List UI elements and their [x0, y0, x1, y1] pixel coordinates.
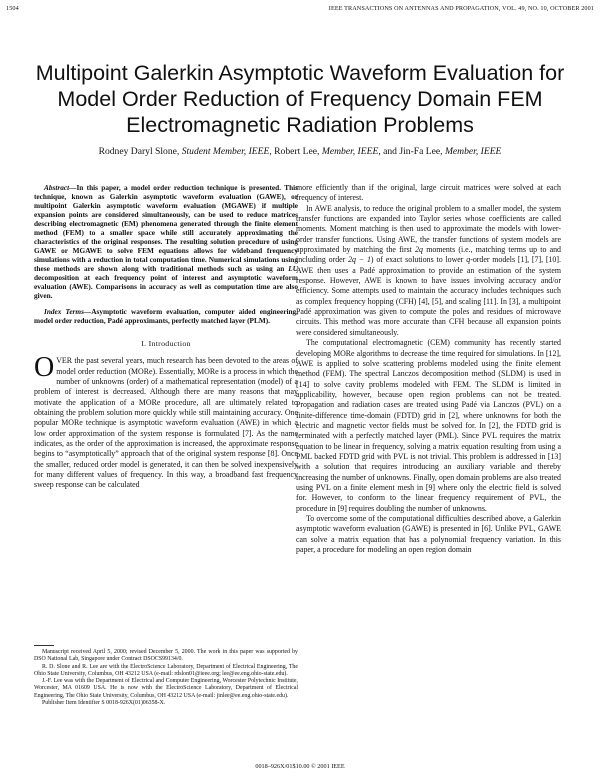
author-1-name: Rodney Daryl Slone, [98, 146, 182, 157]
awe-text-a: In AWE analysis, to reduce the original problem to a smaller model, the system transfer functions are expanded into Taylor series whose coefficients are called moments. Moment matching is then used to approximate the models with lower-order transfer functions. Using AWE, the transfer functions of system models are approximated by matching the first [296, 203, 561, 255]
awe-text-d: -order models [1], [7], [10]. AWE then uses a Padé approximation to provide an estimation of the system response. However, AWE is known to have issues involving accuracy and/or efficiency. Some attempts used to maintain the accuracy includes techniques such as complex frequency hopping (CFH) [4], [5], and scaling [11]. In [3], a multipoint Padé approximation was given to compute the poles and residues of microwave circuits. This method was more accurate than CFH because all expansion points were considered simultaneously. [296, 255, 561, 337]
author-line [20, 146, 580, 157]
author-separator-1: , Robert Lee, [269, 146, 322, 157]
abstract-text-1: In this paper, a model order reduction technique is presented. This technique, known as Galerkin asymptotic waveform evaluation (GAWE), or multipoint Galerkin asymptotic waveform evaluation (MGAWE) if multiple expansion points are considered simultaneously, can be used to reduce matrices describing electromagnetic (EM) phenomena generated through the finite element method (FEM) to a smaller space while still accurately approximating the characteristics of the original responses. The resulting solution procedure of using GAWE or MGAWE to solve FEM equations allows for wideband frequency simulations with a reduction in total computation time. Numerical simulations using these methods are shown along with traditional methods such as using an [34, 183, 298, 273]
index-terms-text: Asymptotic waveform evaluation, computer aided engineering, model order reduction, Padé approximants, perfectly matched layer (PLM). [34, 307, 299, 325]
footnote-manuscript: Manuscript received April 5, 2000; revised December 5, 2000. The work in this paper was supported by DSO National Lab, Singapore under Contract DSOCS99134/0. [34, 649, 298, 663]
index-terms [34, 307, 298, 325]
author-1-membership: Student Member, IEEE [181, 146, 270, 157]
right-column [296, 183, 561, 555]
running-header [6, 5, 594, 15]
right-paragraph-4: To overcome some of the computational difficulties described above, a Galerkin asymptotic waveform evaluation (GAWE) is presented in [6]. Unlike PVL, GAWE can solve a matrix equation that has a polynomial frequency variation. In this paper, a procedure for modeling an open region domain [296, 514, 561, 555]
intro-paragraph [34, 352, 298, 490]
journal-name: IEEE TRANSACTIONS ON ANTENNAS AND PROPAGATION, VOL. 49, NO. 10, OCTOBER 2001 [328, 5, 594, 12]
math-2q-minus-1: 2q − 1 [348, 255, 371, 265]
index-terms-label: Index Terms— [44, 307, 92, 316]
awe-text-b: moments (i.e., matching terms up to and including order [296, 245, 562, 265]
footnote-publisher-id: Publisher Item Identifier S 0018-926X(01)06358-X. [42, 700, 166, 707]
abstract-label: Abstract— [44, 183, 77, 192]
abstract-lu: LU [288, 264, 298, 273]
right-paragraph-1: more efficiently than if the original, large circuit matrices were solved at each frequency of interest. [296, 183, 561, 203]
footnote-affiliation-1: R. D. Slone and R. Lee are with the ElectroScience Laboratory, Department of Electrical Engineering, The Ohio State University, Columbus, OH 43212 USA (e-mail: rdslon01@ieee.org; lee@ee.eng.ohio-state.edu). [34, 663, 298, 677]
paper-title: Multipoint Galerkin Asymptotic Waveform Evaluation for Model Order Reduction of Frequency Domain FEM Electromagnetic Radiation Problems [35, 61, 565, 137]
awe-text-c: ) of exact solutions to lower [370, 255, 467, 265]
left-column [34, 183, 298, 491]
footnote-affiliation-2: J.-F. Lee was with the Department of Electrical and Computer Engineering, Worcester Polytechnic Institute, Worcester, MA 01609 USA. He is now with the ElectroScience Laboratory, Department of Electrical Engineering, The Ohio State University, Columbus, OH 43212 USA (e-mail: jinlee@ee.eng.ohio-state.edu). [34, 678, 298, 699]
footnote-rule [34, 645, 54, 646]
author-2-membership: Member, IEEE [321, 146, 379, 157]
footnotes [34, 649, 298, 707]
intro-text: VER the past several years, much research has been devoted to the areas of model order reduction (MORe). Essentially, MORe is a process in which the number of unknowns (order) of a mathematical representation (model) of a problem of interest is decreased. Although there are many reasons that may motivate the application of a MORe procedure, all are ultimately related to obtaining the problem solution more quickly while still maintaining accuracy. One popular MORe technique is asymptotic waveform evaluation (AWE) in which a low order approximation of the system response is formulated [7]. As the name indicates, as the order of the approximation is increased, the approximate response begins to “asymptotically” approach that of the original system response [8]. Once the smaller, reduced order model is generated, it can then be solved inexpensively for many different values of frequency. In this way, a broadband fast frequency sweep response can be calculated [34, 356, 298, 490]
section-heading-introduction: I. Introduction [141, 339, 191, 348]
author-3-membership: Member, IEEE [444, 146, 502, 157]
copyright-footer: 0018–926X/01$10.00 © 2001 IEEE [255, 763, 345, 770]
abstract [34, 183, 298, 300]
abstract-text-2: decomposition at each frequency point of interest and asymptotic waveform evaluation (AWE). Comparisons in accuracy as well as computation time are also given. [34, 273, 298, 300]
math-2q: 2q [415, 245, 423, 255]
math-q: q [466, 255, 471, 265]
drop-cap: O [34, 352, 55, 384]
right-paragraph-2 [296, 204, 561, 338]
right-paragraph-3: The computational electromagnetic (CEM) community has recently started developing MORe algorithms to decrease the time required for simulations. In [12], AWE is applied to solve scattering problems modeled using the finite element method (FEM). The spectral Lanczos decomposition method (SLDM) is used in [14] to solve cavity problems modeled with FEM. The SLDM is limited in applicability, however, because open region problems can not be treated. Propagation and radiation cases are treated using Padé via Lanczos (PVL) on a finite-difference time-domain (FDTD) grid in [2], where unknowns for both the electric and magnetic vector fields must be solved for. In [2], the FDTD grid is terminated with a perfectly matched layer (PML). Since PVL requires the matrix equation to be linear in frequency, solving a matrix equation resulting from using a PML backed FDTD grid with PVL is not trivial. This problem is addressed in [13] with a solution that requires introducing an auxiliary variable and thereby increasing the number of unknowns. Finally, open domain problems are also treated using PVL on a finite element mesh in [9] where only the electric field is solved for. However, to conform to the linear frequency requirement of PVL, the procedure in [9] requires doubling the number of unknowns. [296, 338, 561, 513]
author-separator-2: , and Jin-Fa Lee, [378, 146, 445, 157]
page-number: 1504 [6, 5, 19, 12]
